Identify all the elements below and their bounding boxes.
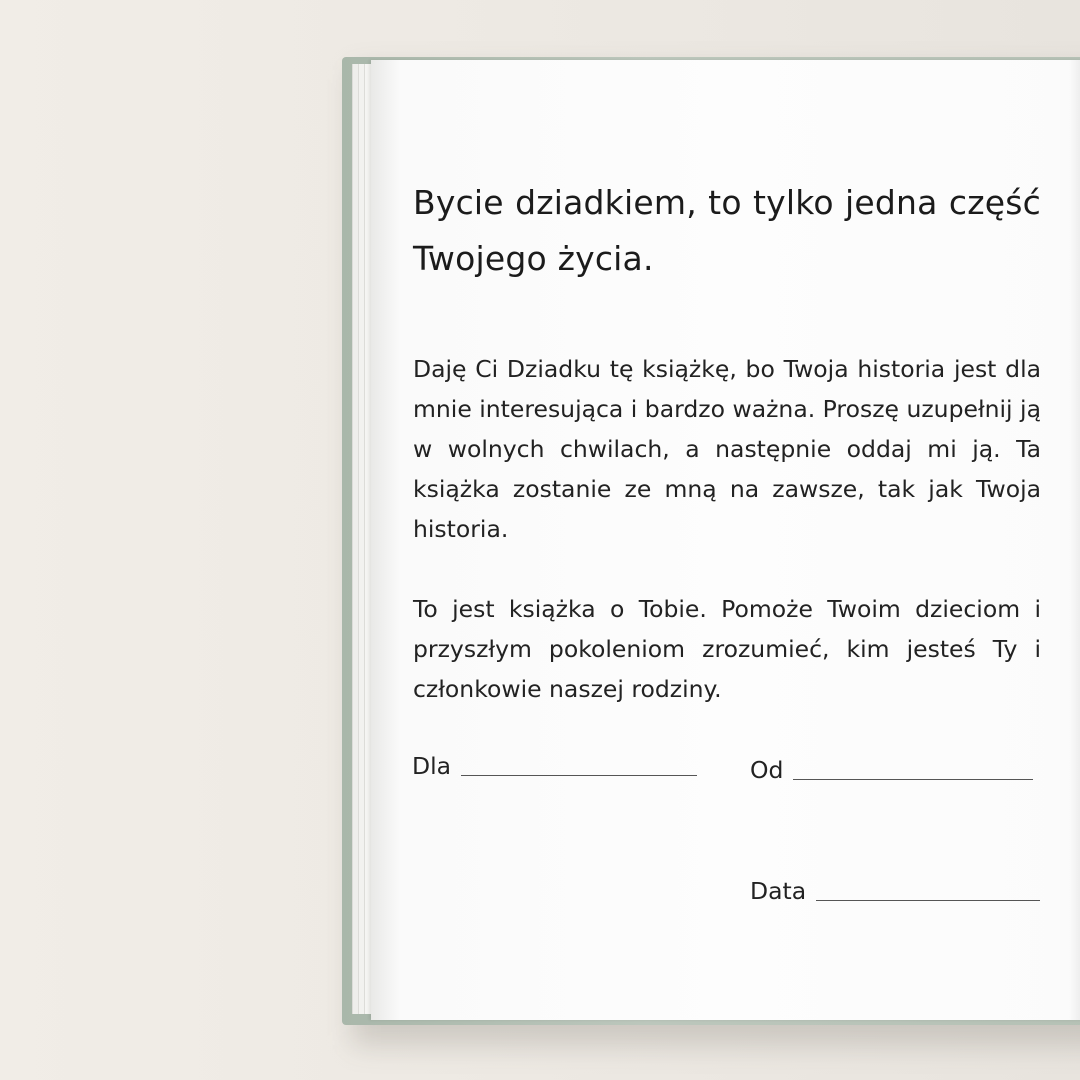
field-dla-label: Dla bbox=[412, 752, 452, 780]
field-data-line bbox=[816, 900, 1040, 901]
dedication-paragraph: Daję Ci Dziadku tę książkę, bo Twoja historia jest dla mnie interesująca i bardzo ważna. Proszę uzupełnij ją w wolnych chwilach, a następnie oddaj mi ją. Ta książka zostanie ze mną na zawsze, tak jak Twoja historia. bbox=[413, 355, 1041, 543]
open-book-page bbox=[371, 60, 1080, 1020]
field-od-line bbox=[793, 779, 1033, 780]
field-od bbox=[750, 756, 1033, 784]
about-paragraph: To jest książka o Tobie. Pomoże Twoim dzieciom i przyszłym pokoleniom zrozumieć, kim jesteś Ty i członkowie naszej rodziny. bbox=[413, 595, 1041, 703]
book-gutter bbox=[1069, 60, 1080, 1020]
field-dla-line bbox=[461, 775, 697, 776]
field-data-label: Data bbox=[750, 877, 807, 905]
page-heading: Bycie dziadkiem, to tylko jedna część Twojego życia. bbox=[413, 183, 1041, 278]
field-od-label: Od bbox=[750, 756, 784, 784]
field-dla bbox=[412, 752, 697, 780]
field-data bbox=[750, 877, 1040, 905]
page-content bbox=[413, 175, 1041, 709]
